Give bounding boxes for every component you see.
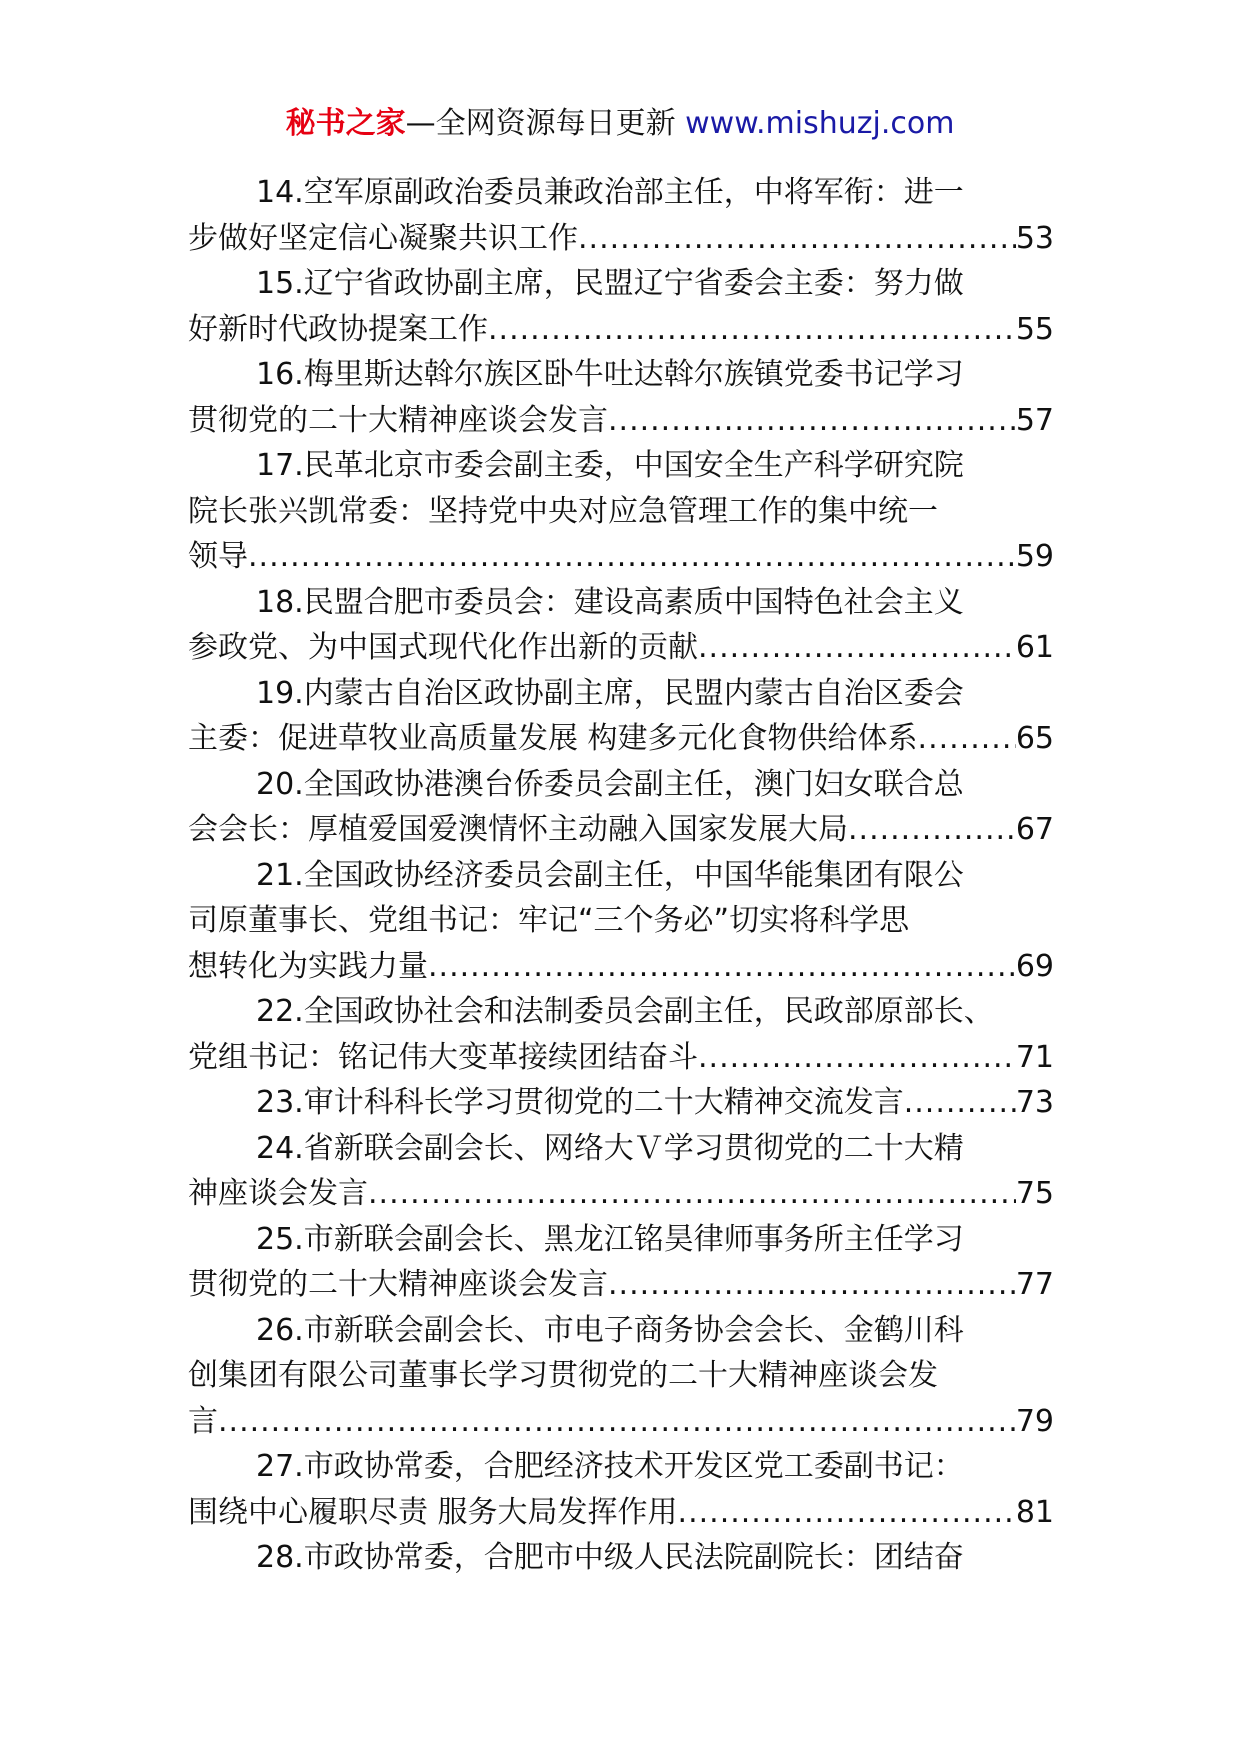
toc-leader-dots: [848, 807, 1016, 853]
toc-entry-line: 16.梅里斯达斡尔族区卧牛吐达斡尔族镇党委书记学习: [256, 357, 964, 392]
toc-page-number: 61: [1015, 630, 1054, 665]
toc-entry-title: 言: [188, 1403, 218, 1439]
toc-entry-line: 司原董事长、党组书记：牢记“三个务必”切实将科学思: [188, 903, 910, 938]
toc-entry-line: 21.全国政协经济委员会副主任，中国华能集团有限公: [256, 857, 964, 893]
toc-page-number: 65: [1015, 721, 1054, 756]
toc-entry-line: 17.民革北京市委会副主委，中国安全生产科学研究院: [256, 448, 964, 483]
toc-entry-line: [188, 944, 1054, 990]
toc-leader-dots: [248, 534, 1016, 580]
toc-entry[interactable]: [188, 1080, 1054, 1126]
toc-entry-title: 想转化为实践力量: [188, 948, 428, 984]
brand-name: 秘书之家: [285, 106, 406, 141]
toc-entry-line: [188, 534, 1054, 580]
toc-entry-line: 22.全国政协社会和法制委员会副主任，民政部原部长、: [256, 994, 994, 1029]
toc-page-number: 57: [1015, 402, 1054, 438]
toc-entry-title: 步做好坚定信心凝聚共识工作: [188, 220, 578, 256]
toc-page-number: 69: [1015, 948, 1054, 984]
toc-entry-line: 创集团有限公司董事长学习贯彻党的二十大精神座谈会发: [188, 1358, 938, 1393]
toc-entry-line: 院长张兴凯常委：坚持党中央对应急管理工作的集中统一: [188, 493, 938, 529]
toc-leader-dots: [608, 398, 1016, 444]
toc-leader-dots: [368, 1171, 1016, 1217]
toc-entry[interactable]: [188, 671, 1054, 762]
toc-entry-line: [188, 1080, 1054, 1126]
toc-entry-title: 23.审计科科长学习贯彻党的二十大精神交流发言: [256, 1085, 904, 1120]
toc-page-number: 67: [1015, 812, 1054, 847]
toc-entry-line: 28.市政协常委，合肥市中级人民法院副院长：团结奋: [256, 1540, 964, 1575]
toc-leader-dots: [218, 1399, 1016, 1445]
toc-entry-line: [188, 625, 1054, 671]
toc-entry-line: 20.全国政协港澳台侨委员会副主任，澳门妇女联合总: [256, 766, 964, 802]
toc-leader-dots: [698, 625, 1016, 671]
toc-leader-dots: [918, 716, 1016, 762]
toc-entry-title: 围绕中心履职尽责 服务大局发挥作用: [188, 1494, 678, 1530]
toc-entry-line: [188, 1399, 1054, 1445]
toc-entry-title: 神座谈会发言: [188, 1176, 368, 1211]
toc-leader-dots: [428, 944, 1016, 990]
toc-page-number: 79: [1015, 1403, 1054, 1439]
toc-entry-line: 18.民盟合肥市委员会：建设高素质中国特色社会主义: [256, 584, 964, 620]
toc-leader-dots: [608, 1262, 1016, 1308]
toc-page-number: 59: [1015, 539, 1054, 574]
toc-entry-line: [188, 1490, 1054, 1536]
toc-page-number: 77: [1015, 1267, 1054, 1302]
toc-entry[interactable]: [188, 989, 1054, 1080]
toc-page-number: 55: [1015, 311, 1054, 347]
toc-entry-title: 贯彻党的二十大精神座谈会发言: [188, 402, 608, 438]
toc-leader-dots: [698, 1035, 1016, 1081]
table-of-contents: [188, 170, 1054, 1581]
toc-page-number: 81: [1015, 1494, 1054, 1530]
toc-entry-line: [188, 716, 1054, 762]
toc-leader-dots: [904, 1080, 1016, 1126]
toc-entry-line: 25.市新联会副会长、黑龙江铭昊律师事务所主任学习: [256, 1221, 964, 1257]
toc-entry[interactable]: [188, 261, 1054, 352]
toc-entry[interactable]: [188, 1217, 1054, 1308]
page-header: [0, 100, 1240, 148]
toc-entry[interactable]: [188, 170, 1054, 261]
toc-entry-title: 会会长：厚植爱国爱澳情怀主动融入国家发展大局: [188, 812, 848, 847]
toc-page-number: 53: [1015, 220, 1054, 256]
toc-entry-title: 好新时代政协提案工作: [188, 311, 488, 347]
toc-entry-title: 领导: [188, 539, 248, 574]
toc-entry-title: 贯彻党的二十大精神座谈会发言: [188, 1267, 608, 1302]
toc-page-number: 71: [1015, 1039, 1054, 1075]
toc-leader-dots: [578, 216, 1016, 262]
toc-entry-title: 主委：促进草牧业高质量发展 构建多元化食物供给体系: [188, 721, 918, 756]
toc-entry[interactable]: [188, 443, 1054, 580]
toc-entry-title: 参政党、为中国式现代化作出新的贡献: [188, 630, 698, 665]
toc-leader-dots: [678, 1490, 1016, 1536]
toc-entry[interactable]: [188, 853, 1054, 990]
toc-entry-line: 24.省新联会副会长、网络大Ｖ学习贯彻党的二十大精: [256, 1130, 964, 1166]
header-slogan: —全网资源每日更新: [405, 106, 676, 141]
toc-entry-line: 26.市新联会副会长、市电子商务协会会长、金鹤川科: [256, 1312, 964, 1348]
toc-entry[interactable]: [188, 352, 1054, 443]
toc-entry-line: 19.内蒙古自治区政协副主席，民盟内蒙古自治区委会: [256, 675, 964, 711]
toc-page-number: 73: [1015, 1085, 1054, 1120]
toc-entry-line: [188, 1262, 1054, 1308]
toc-entry[interactable]: [188, 580, 1054, 671]
toc-entry-title: 党组书记：铭记伟大变革接续团结奋斗: [188, 1039, 698, 1075]
toc-entry-line: [188, 1035, 1054, 1081]
toc-entry-line: 27.市政协常委，合肥经济技术开发区党工委副书记：: [256, 1449, 964, 1484]
toc-entry-line: 15.辽宁省政协副主席，民盟辽宁省委会主委：努力做: [256, 266, 964, 301]
toc-entry[interactable]: [188, 1535, 1054, 1581]
site-url-link[interactable]: www.mishuzj.com: [685, 106, 955, 141]
toc-entry-line: [188, 1171, 1054, 1217]
toc-entry-line: 14.空军原副政治委员兼政治部主任，中将军衔：进一: [256, 175, 964, 210]
toc-entry[interactable]: [188, 762, 1054, 853]
toc-entry[interactable]: [188, 1444, 1054, 1535]
toc-entry[interactable]: [188, 1126, 1054, 1217]
toc-leader-dots: [488, 307, 1016, 353]
toc-entry-line: [188, 307, 1054, 353]
toc-entry-line: [188, 216, 1054, 262]
toc-page-number: 75: [1015, 1176, 1054, 1211]
toc-entry-line: [188, 807, 1054, 853]
toc-entry[interactable]: [188, 1308, 1054, 1445]
toc-entry-line: [188, 398, 1054, 444]
